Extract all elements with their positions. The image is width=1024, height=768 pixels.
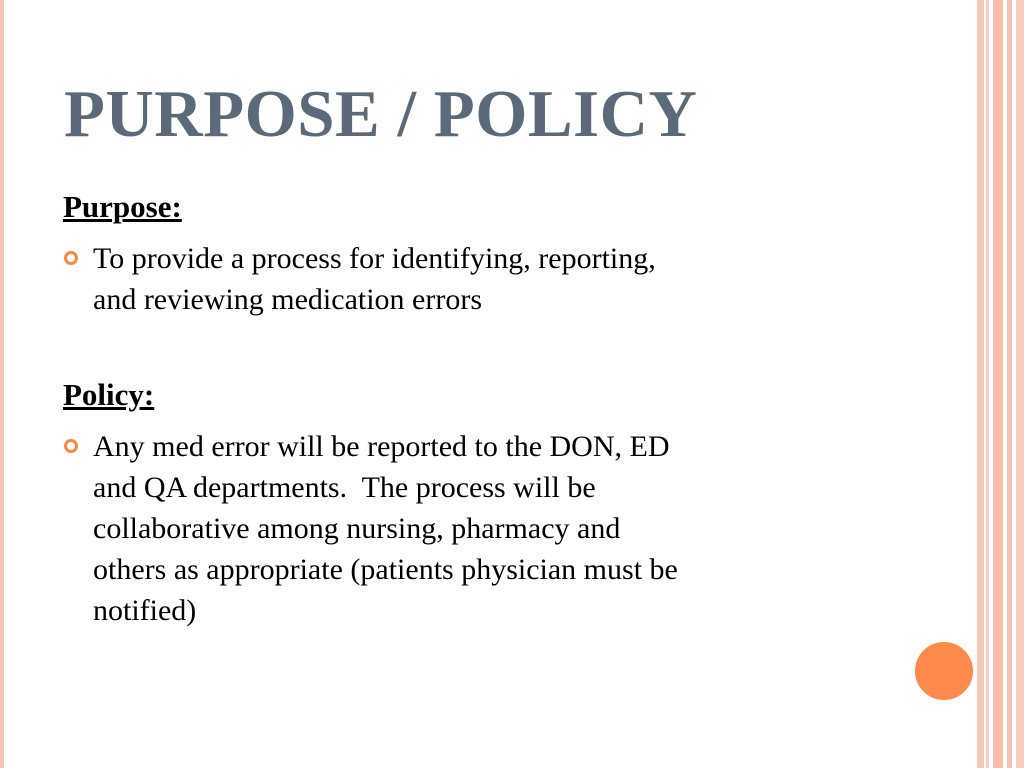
slide-title: PURPOSE / POLICY <box>64 77 698 151</box>
policy-bullet <box>64 426 884 631</box>
policy-heading: Policy: <box>63 377 155 412</box>
bullet-circle-icon <box>64 251 78 265</box>
left-border-line <box>0 0 4 768</box>
decorative-stripe <box>986 0 989 768</box>
purpose-bullet-text: To provide a process for identifying, reporting, and reviewing medication errors <box>93 242 656 316</box>
decorative-stripe <box>1016 0 1024 768</box>
decorative-stripe <box>977 0 984 768</box>
decorative-stripe <box>1007 0 1012 768</box>
decorative-stripe <box>993 0 1003 768</box>
policy-bullet-text: Any med error will be reported to the DON, ED and QA departments. The process will be collaborative among nursing, pharmacy and others as appropriate (patients physician must be notified) <box>93 430 678 627</box>
purpose-bullet <box>64 238 884 320</box>
bullet-circle-icon <box>64 439 78 453</box>
decorative-circle <box>913 640 975 702</box>
purpose-heading: Purpose: <box>63 189 182 224</box>
